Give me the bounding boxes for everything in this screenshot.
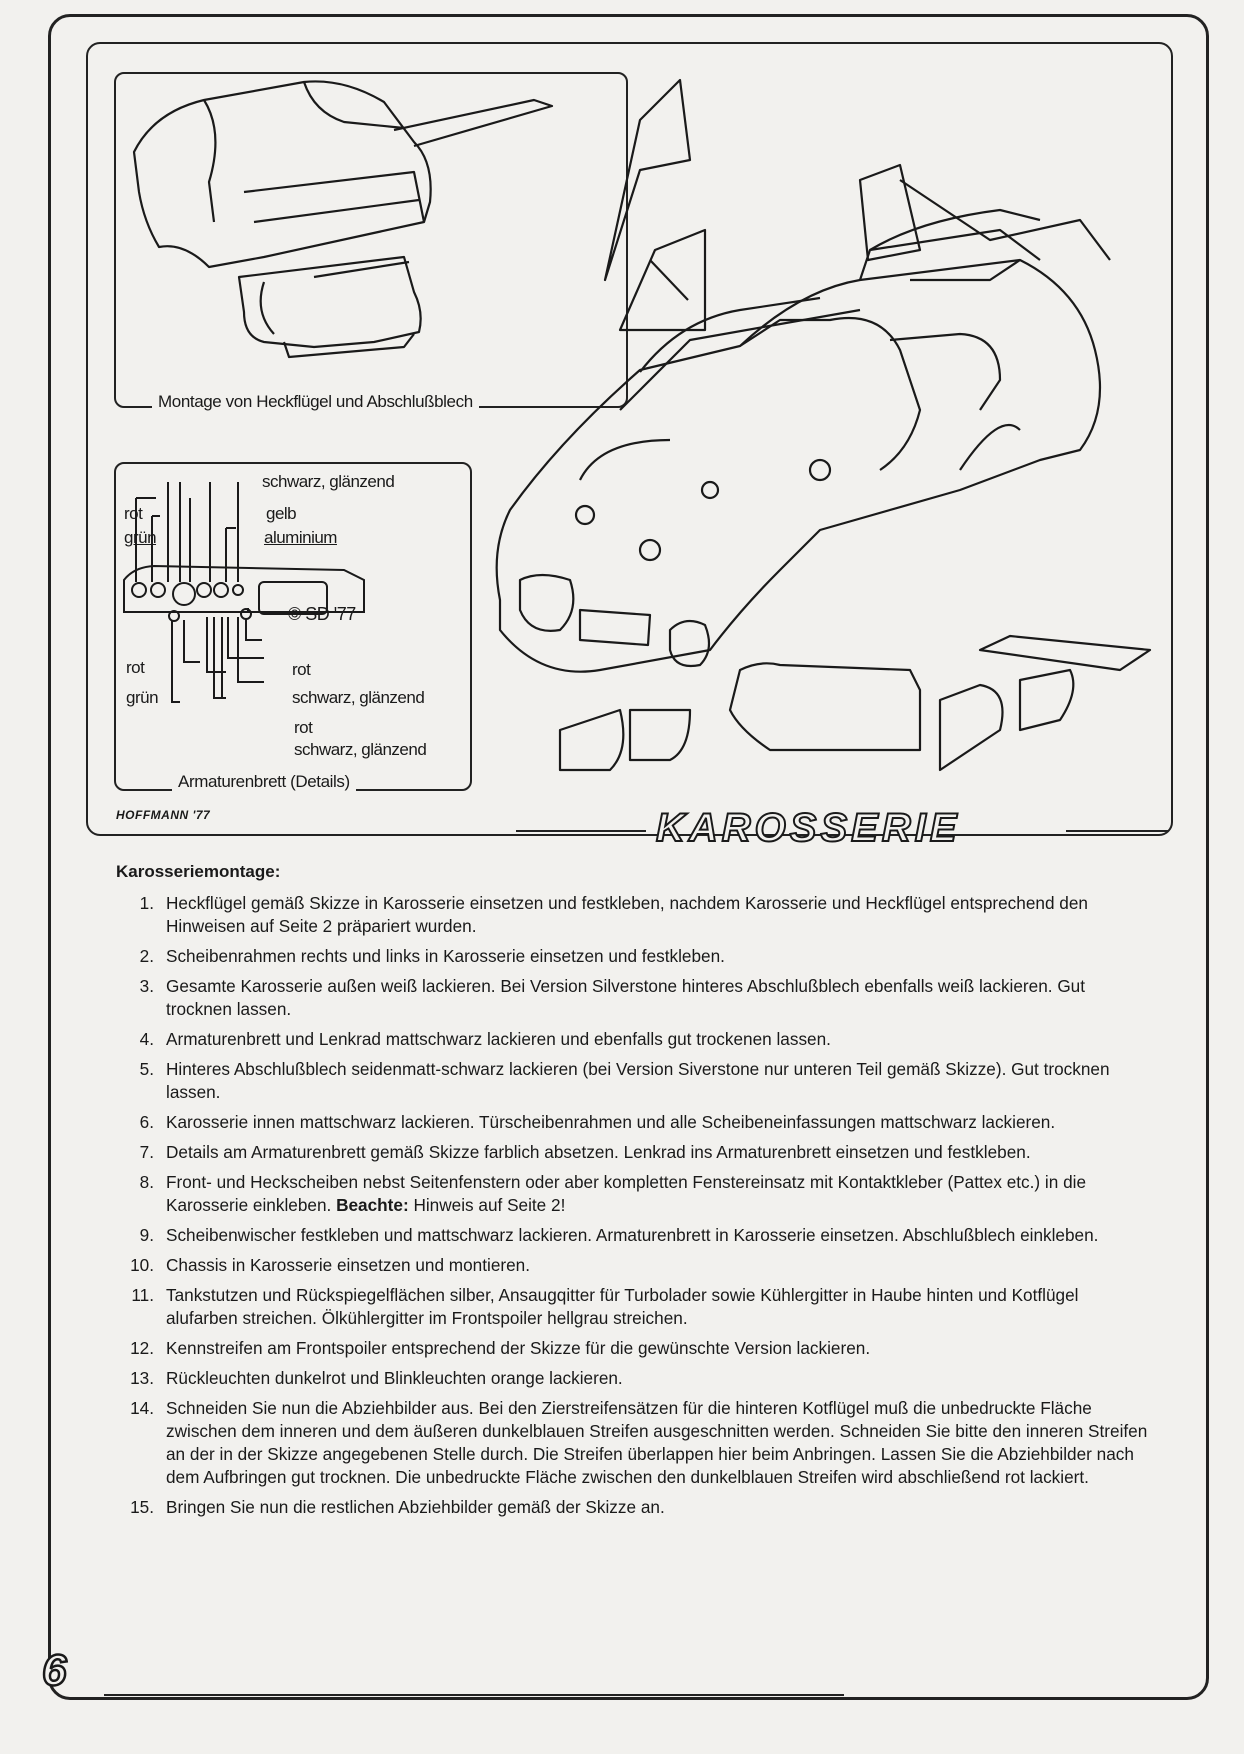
label-schwarz-glaenzend-low: schwarz, glänzend [294,740,427,759]
step-item: 11. Tankstutzen und Rückspiegelflächen silber, Ansaugqitter für Turbolader sowie Kühlergitter in Haube hinten und Kotflügel alufarben streichen. Ölkühlergitter im Frontspoiler hellgrau streichen. [131,1285,1079,1328]
step-item: 2. Scheibenrahmen rechts und links in Karosserie einsetzen und festkleben. [139,946,725,966]
page-number: 6 [42,1646,67,1695]
step-item: 12. Kennstreifen am Frontspoiler entsprechend der Skizze für die gewünschte Version lackieren. [130,1338,871,1358]
label-rot-low: rot [294,718,313,737]
title-rule-right [1066,830,1168,832]
label-gruen-left: grün [126,688,159,707]
label-rot-right: rot [292,660,311,679]
step-item: 1. Heckflügel gemäß Skizze in Karosserie einsetzen und festkleben, nachdem Karosserie und Heckflügel entsprechend den Hinweisen auf Seite 2 präpariert wurden. [139,893,1088,936]
copyright-label: © SD '77 [288,604,356,624]
label-schwarz-glaenzend-mid: schwarz, glänzend [292,688,425,707]
assembly-steps [112,892,1152,1526]
step-item: 10. Chassis in Karosserie einsetzen und montieren. [130,1255,530,1275]
step-item: 4. Armaturenbrett und Lenkrad mattschwarz lackieren und ebenfalls gut trockenen lassen. [139,1029,831,1049]
label-gruen-top: grün [124,528,157,547]
step-item: 14. Schneiden Sie nun die Abziehbilder aus. Bei den Zierstreifensätzen für die hinteren Kotflügel muß die unbedruckte Fläche zwischen dem inneren und dem äußeren dunkelblauen Streifen ausgeschnitten werden. Schneiden Sie bitte den inneren Streifen an der in der Skizze angegebenen Stelle durch. Die Streifen überlappen hier beim Anbringen. Lassen Sie die Abziehbilder nach dem Aufbringen gut trocknen. Die unbedruckte Fläche zwischen den dunkelblauen Streifen wird abschließend rot lackiert. [130,1398,1148,1487]
footer-rule [104,1694,844,1696]
label-aluminium: aluminium [264,528,337,547]
step-item: 3. Gesamte Karosserie außen weiß lackieren. Bei Version Silverstone hinteres Abschlußblech ebenfalls weiß lackieren. Gut trocknen lassen. [139,976,1086,1019]
step-item: 5. Hinteres Abschlußblech seidenmatt-schwarz lackieren (bei Version Siverstone nur unteren Teil gemäß Skizze). Gut trocknen lassen. [139,1059,1110,1102]
step-item: 15. Bringen Sie nun die restlichen Abziehbilder gemäß der Skizze an. [130,1497,665,1517]
title-rule-left [516,830,646,832]
rear-wing-caption: Montage von Heckflügel und Abschlußblech [152,392,479,412]
instructions-heading: Karosseriemontage: [116,862,281,881]
label-rot-top: rot [124,504,143,523]
car-body-drawing [480,110,1170,790]
step-item: 7. Details am Armaturenbrett gemäß Skizze farblich absetzen. Lenkrad ins Armaturenbrett einsetzen und festkleben. [139,1142,1031,1162]
label-gelb: gelb [266,504,297,523]
step-item: 13. Rückleuchten dunkelrot und Blinkleuchten orange lackieren. [130,1368,623,1388]
step-item: 8. Front- und Heckscheiben nebst Seitenfenstern oder aber kompletten Fenstereinsatz mit Kontaktkleber (Pattex etc.) in die Karosserie einkleben. Beachte: Hinweis auf Seite 2! [139,1172,1087,1215]
label-rot-left: rot [126,658,145,677]
step-item: 9. Scheibenwischer festkleben und mattschwarz lackieren. Armaturenbrett in Karosserie einsetzen. Abschlußblech einkleben. [139,1225,1099,1245]
label-schwarz-glaenzend-top: schwarz, glänzend [262,472,395,491]
artist-signature: HOFFMANN '77 [116,808,211,822]
section-title: KAROSSERIE [656,806,961,850]
dashboard-caption: Armaturenbrett (Details) [172,772,356,792]
step-item: 6. Karosserie innen mattschwarz lackieren. Türscheibenrahmen und alle Scheibeneinfassungen mattschwarz lackieren. [139,1112,1056,1132]
